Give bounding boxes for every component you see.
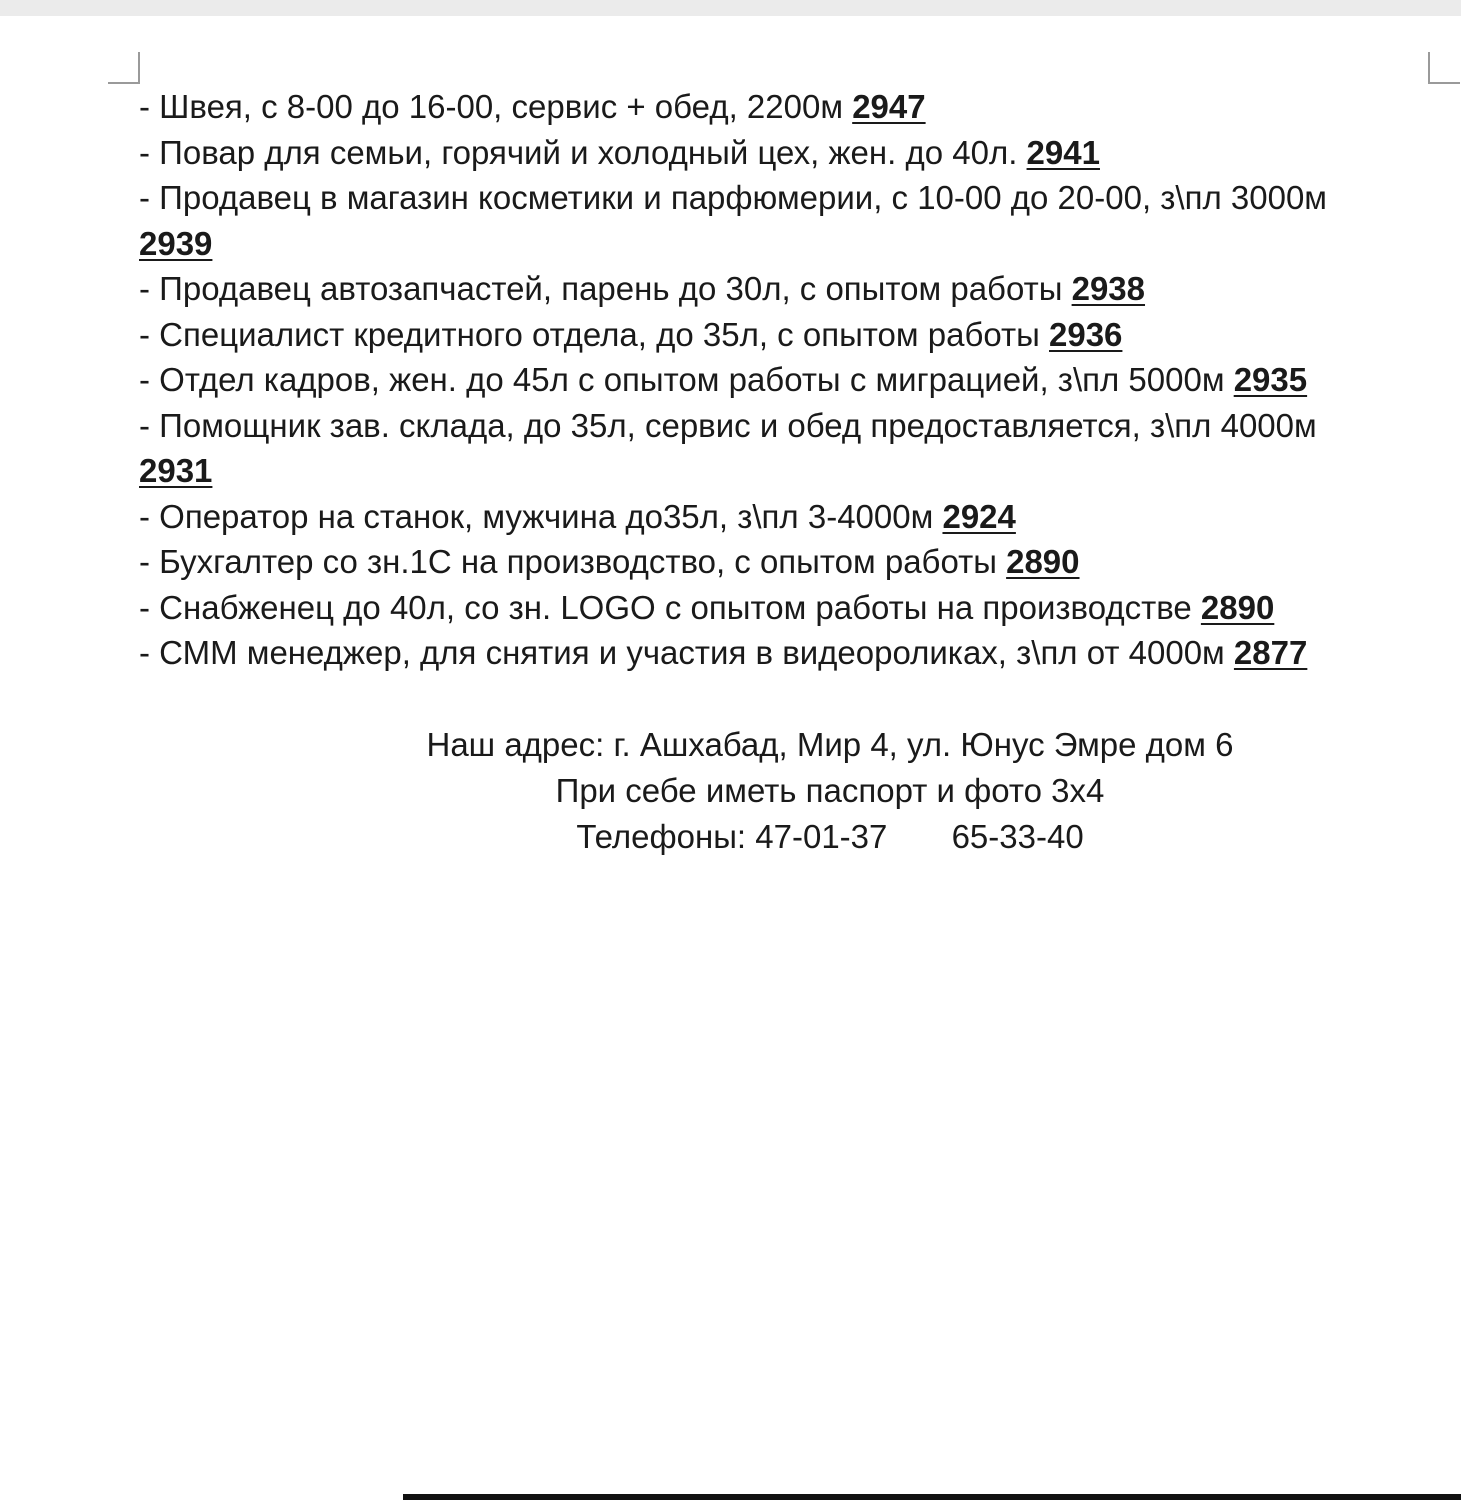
phone-number-1: 47-01-37: [755, 818, 888, 855]
job-code: 2938: [1071, 270, 1146, 307]
job-description: - Специалист кредитного отдела, до 35л, с опытом работы: [139, 315, 1040, 353]
job-item: [139, 494, 1419, 540]
job-item: [139, 266, 1419, 312]
job-description: - Помощник зав. склада, до 35л, сервис и обед предоставляется, з\пл 4000м: [139, 406, 1317, 444]
job-item: [139, 403, 1419, 494]
margin-corner-top-left: [108, 52, 140, 84]
phones-label: Телефоны:: [576, 818, 747, 855]
job-list: [139, 84, 1419, 676]
job-description: - Снабженец до 40л, со зн. LOGO с опытом работы на производстве: [139, 588, 1192, 626]
job-code: 2877: [1233, 634, 1308, 671]
margin-corner-top-right: [1428, 52, 1460, 84]
phones-line: [400, 814, 1260, 860]
job-item: [139, 312, 1419, 358]
job-code: 2941: [1026, 133, 1100, 171]
job-code: 2939: [139, 224, 213, 262]
job-item: [139, 630, 1419, 676]
job-code: 2947: [852, 88, 926, 125]
job-code: 2936: [1049, 315, 1123, 353]
job-code: 2890: [1200, 588, 1275, 626]
job-description: - Повар для семьи, горячий и холодный цех, жен. до 40л.: [139, 133, 1018, 171]
job-description: - Продавец в магазин косметики и парфюмерии, с 10-00 до 20-00, з\пл 3000м: [139, 179, 1327, 216]
window-top-strip: [0, 0, 1461, 16]
job-item: [139, 539, 1419, 585]
job-item: [139, 357, 1419, 403]
job-code: 2931: [139, 452, 213, 489]
bottom-rule: [403, 1494, 1461, 1500]
job-code: 2935: [1233, 361, 1308, 398]
job-item: [139, 585, 1419, 631]
job-description: - Продавец автозапчастей, парень до 30л, с опытом работы: [139, 270, 1063, 307]
contact-block: [400, 722, 1260, 860]
job-description: - Швея, с 8-00 до 16-00, сервис + обед, 2200м: [139, 88, 844, 125]
job-item: [139, 130, 1419, 176]
job-item: [139, 175, 1419, 266]
job-code: 2924: [942, 497, 1016, 535]
address-line: Наш адрес: г. Ашхабад, Мир 4, ул. Юнус Эмре дом 6: [426, 726, 1234, 763]
job-description: - Оператор на станок, мужчина до35л, з\пл 3-4000м: [139, 497, 934, 535]
job-item: [139, 84, 1419, 130]
job-description: - Бухгалтер со зн.1С на производство, с опытом работы: [139, 543, 997, 580]
phone-number-2: 65-33-40: [951, 818, 1084, 855]
job-code: 2890: [1006, 543, 1080, 580]
job-description: - СММ менеджер, для снятия и участия в видеороликах, з\пл от 4000м: [139, 634, 1225, 671]
documents-line: При себе иметь паспорт и фото 3х4: [555, 772, 1105, 809]
job-description: - Отдел кадров, жен. до 45л с опытом работы с миграцией, з\пл 5000м: [139, 361, 1225, 398]
